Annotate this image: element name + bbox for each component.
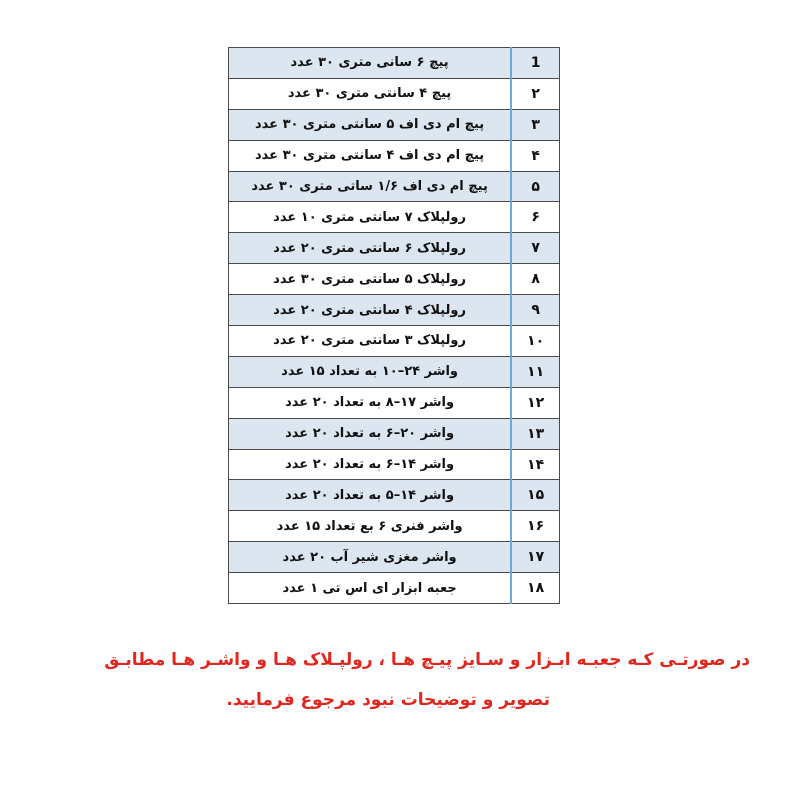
item-description: پیچ ۶ سانی متری ۳۰ عدد (229, 48, 512, 79)
item-description: پیچ ۴ سانتی متری ۳۰ عدد (229, 78, 512, 109)
table-row (229, 511, 560, 542)
table-row (229, 542, 560, 573)
item-description: واشر ۲۴–۱۰ به تعداد ۱۵ عدد (229, 356, 512, 387)
item-number: ۵ (511, 171, 559, 202)
note-line-2: تصویر و توضیحات نبود مرجوع فرمایید. (226, 690, 550, 710)
item-number: ۷ (511, 233, 559, 264)
item-number: ۱۴ (511, 449, 559, 480)
item-description: جعبه ابزار ای اس تی ۱ عدد (229, 573, 512, 604)
item-description: رولپلاک ۶ سانتی متری ۲۰ عدد (229, 233, 512, 264)
item-number: ۴ (511, 140, 559, 171)
parts-table (228, 47, 560, 604)
table-row (229, 573, 560, 604)
item-number: ۱۳ (511, 418, 559, 449)
item-description: واشر ۱۴–۵ به تعداد ۲۰ عدد (229, 480, 512, 511)
item-number: ۱۶ (511, 511, 559, 542)
item-number: ۲ (511, 78, 559, 109)
table-row (229, 387, 560, 418)
table-row (229, 264, 560, 295)
item-number: 1 (511, 48, 559, 79)
table-row (229, 418, 560, 449)
table-row (229, 326, 560, 357)
parts-table-body (229, 48, 560, 604)
item-number: ۱۵ (511, 480, 559, 511)
item-description: واشر ۱۷–۸ به تعداد ۲۰ عدد (229, 387, 512, 418)
item-number: ۱۲ (511, 387, 559, 418)
item-description: رولپلاک ۳ سانتی متری ۲۰ عدد (229, 326, 512, 357)
item-number: ۱۰ (511, 326, 559, 357)
item-description: پیچ ام دی اف ۴ سانتی متری ۳۰ عدد (229, 140, 512, 171)
item-description: رولپلاک ۷ سانتی متری ۱۰ عدد (229, 202, 512, 233)
item-number: ۱۱ (511, 356, 559, 387)
item-number: ۱۷ (511, 542, 559, 573)
table-row (229, 449, 560, 480)
return-policy-note (50, 640, 750, 720)
table-row (229, 78, 560, 109)
item-number: ۸ (511, 264, 559, 295)
table-row (229, 171, 560, 202)
item-description: پیچ ام دی اف ۱/۶ ساتی متری ۳۰ عدد (229, 171, 512, 202)
item-number: ۹ (511, 295, 559, 326)
item-description: رولپلاک ۵ سانتی متری ۳۰ عدد (229, 264, 512, 295)
item-number: ۶ (511, 202, 559, 233)
item-description: واشر ۱۴–۶ به تعداد ۲۰ عدد (229, 449, 512, 480)
table-row (229, 356, 560, 387)
item-description: واشر فنری ۶ بع تعداد ۱۵ عدد (229, 511, 512, 542)
table-row (229, 295, 560, 326)
table-row (229, 140, 560, 171)
table-row (229, 202, 560, 233)
item-number: ۳ (511, 109, 559, 140)
item-number: ۱۸ (511, 573, 559, 604)
table-row (229, 109, 560, 140)
item-description: واشر مغزی شیر آب ۲۰ عدد (229, 542, 512, 573)
table-row (229, 233, 560, 264)
item-description: واشر ۲۰–۶ به تعداد ۲۰ عدد (229, 418, 512, 449)
table-row (229, 480, 560, 511)
note-line-1: در صورتـی کـه جعبـه ابـزار و سـایز پیـچ هـا ، رولپـلاک هـا و واشـر هـا مطابـق (104, 650, 750, 670)
item-description: پیچ ام دی اف ۵ سانتی متری ۳۰ عدد (229, 109, 512, 140)
item-description: رولپلاک ۴ سانتی متری ۲۰ عدد (229, 295, 512, 326)
table-row (229, 48, 560, 79)
